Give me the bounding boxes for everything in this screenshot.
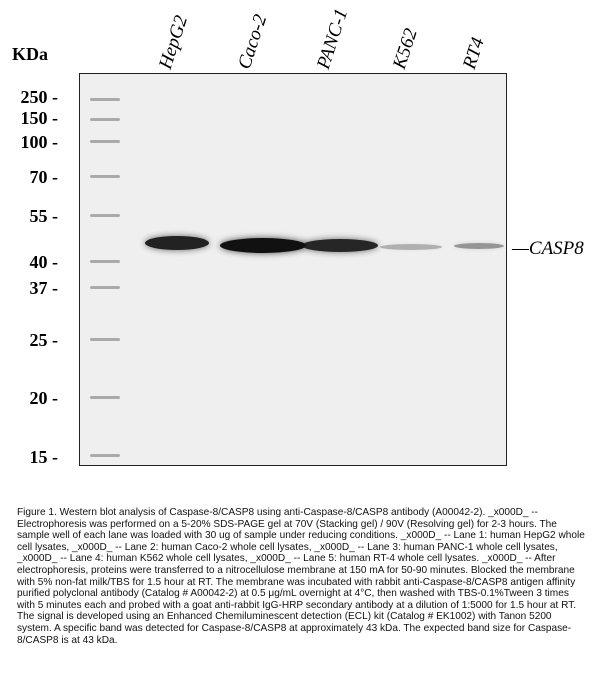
lane-label-hepg2: HepG2 — [155, 12, 193, 72]
ladder-band — [90, 140, 120, 143]
marker-20: 20 - — [29, 388, 58, 408]
band-lane-3 — [302, 239, 378, 252]
band-lane-2 — [220, 238, 306, 253]
ladder-band — [90, 118, 120, 121]
lane-label-rt4: RT4 — [459, 35, 489, 72]
marker-55: 55 - — [29, 206, 58, 226]
ladder-band — [90, 175, 120, 178]
ladder-band — [90, 260, 120, 263]
marker-70: 70 - — [29, 167, 58, 187]
band-lane-1 — [145, 236, 209, 250]
ladder-band — [90, 286, 120, 289]
marker-15: 15 - — [29, 447, 58, 467]
lane-label-caco2: Caco-2 — [234, 12, 272, 72]
ladder-band — [90, 396, 120, 399]
marker-250: 250 - — [20, 87, 58, 107]
ladder-band — [90, 338, 120, 341]
marker-100: 100 - — [20, 132, 58, 152]
lane-label-k562: K562 — [389, 26, 422, 72]
marker-40: 40 - — [29, 252, 58, 272]
target-band-label: —CASP8 — [512, 238, 584, 259]
marker-25: 25 - — [29, 330, 58, 350]
blot-membrane — [79, 73, 507, 466]
ladder-band — [90, 454, 120, 457]
figure-caption: Figure 1. Western blot analysis of Caspase-8/CASP8 using anti-Caspase-8/CASP8 antibody (A00042-2). _x000D_ -- Electrophoresis was performed on a 5-20% SDS-PAGE gel at 70V (Stacking gel) / 90V (Resolving gel) for 2-3 hours. The sample well of each lane was loaded with 30 ug of sample under reducing conditions. _x000D_ -- Lane 1: human HepG2 whole cell lysates, _x000D_ -- Lane 2: human Caco-2 whole cell lysates, _x000D_ -- Lane 3: human PANC-1 whole cell lysates, _x000D_ -- Lane 4: human K562 whole cell lysates, _x000D_ -- Lane 5: human RT-4 whole cell lysates. _x000D_ -- After electrophoresis, proteins were transferred to a nitrocellulose membrane at 150 mA for 50-90 minutes. Blocked the membrane with 5% non-fat milk/TBS for 1.5 hour at RT. The membrane was incubated with rabbit anti-Caspase-8/CASP8 antigen affinity purified polyclonal antibody (Catalog # A00042-2) at 0.5 μg/mL overnight at 4°C, then washed with TBS-0.1%Tween 3 times with 5 minutes each and probed with a goat anti-rabbit IgG-HRP secondary antibody at a dilution of 1:5000 for 1.5 hour at RT. The signal is developed using an Enhanced Chemiluminescent detection (ECL) kit (Catalog # EK1002) with Tanon 5200 system. A specific band was detected for Caspase-8/CASP8 at approximately 43 kDa. The expected band size for Caspase-8/CASP8 is at 43 kDa. — [17, 507, 585, 646]
band-lane-4 — [380, 244, 442, 250]
ladder-band — [90, 98, 120, 101]
band-lane-5 — [454, 243, 504, 249]
ladder-band — [90, 214, 120, 217]
marker-37: 37 - — [29, 278, 58, 298]
unit-label: KDa — [12, 44, 48, 64]
lane-label-panc1: PANC-1 — [313, 6, 353, 72]
marker-150: 150 - — [20, 108, 58, 128]
